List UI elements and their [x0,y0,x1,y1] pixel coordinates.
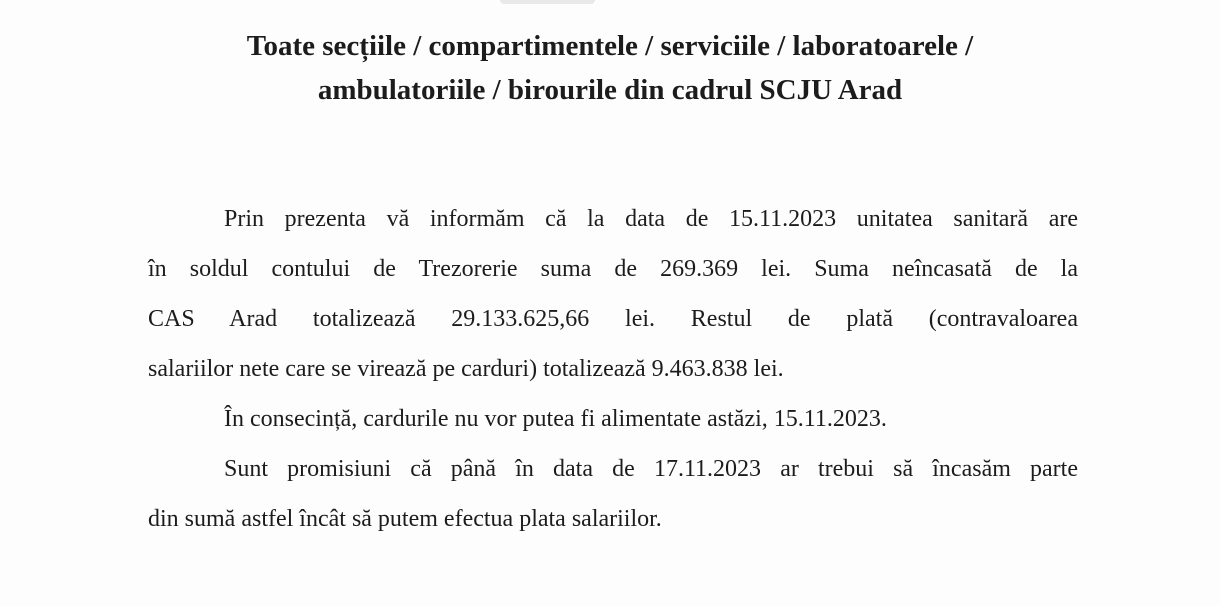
paragraph-line: din sumă astfel încât să putem efectua plata salariilor. [148,506,662,532]
paragraph-line: salariilor nete care se virează pe carduri) totalizează 9.463.838 lei. [148,356,784,382]
document-heading [0,24,1220,112]
paragraph-treasury-balance [148,194,1078,394]
document-body [148,194,1078,544]
paragraph-line: Prin prezenta vă informăm că la data de 15.11.2023 unitatea sanitară are [224,206,1078,232]
paragraph-line: în soldul contului de Trezorerie suma de 269.369 lei. Suma neîncasată de la [148,256,1078,282]
heading-line-1: Toate secțiile / compartimentele / serviciile / laboratoarele / [246,30,974,62]
heading-line-2: ambulatoriile / birourile din cadrul SCJU Arad [317,74,903,106]
paragraph-line: În consecință, cardurile nu vor putea fi alimentate astăzi, 15.11.2023. [224,406,887,432]
paragraph-line: CAS Arad totalizează 29.133.625,66 lei. Restul de plată (contravaloarea [148,306,1078,332]
scan-artifact [500,0,595,4]
paragraph-line: Sunt promisiuni că până în data de 17.11.2023 ar trebui să încasăm parte [224,456,1078,482]
paragraph-promises [148,444,1078,544]
paragraph-consequence [148,394,1078,444]
